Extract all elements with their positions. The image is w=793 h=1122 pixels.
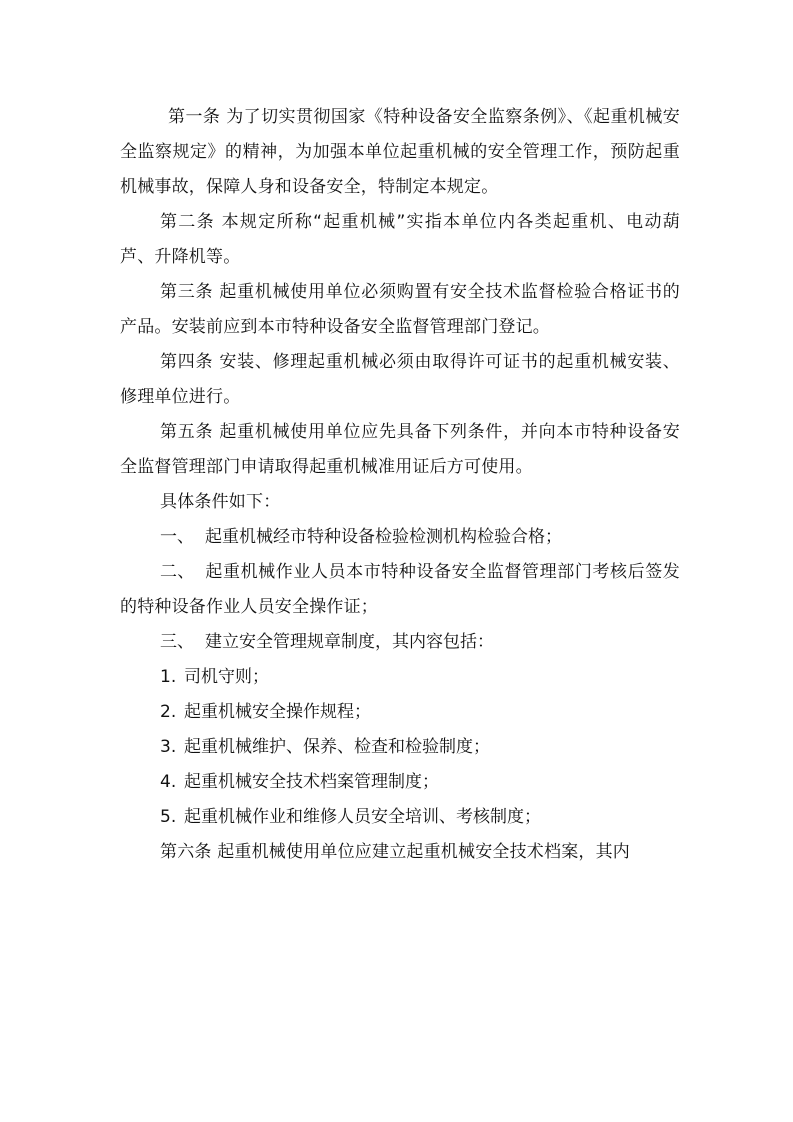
rule-number: 2. [160,702,177,722]
condition-marker: 二、 [160,562,195,582]
condition-text: 起重机械经市特种设备检验检测机构检验合格； [205,527,562,547]
article-4: 第四条 安装、修理起重机械必须由取得许可证书的起重机械安装、修理单位进行。 [120,352,680,407]
condition-item [120,625,680,660]
article-5: 第五条 起重机械使用单位应先具备下列条件，并向本市特种设备安全监督管理部门申请取得起重机械准用证后方可使用。 [120,422,680,477]
rule-item [120,730,680,765]
document-body [120,100,680,870]
rule-number: 3. [160,737,177,757]
rule-number: 5. [160,807,177,827]
condition-item [120,520,680,555]
rule-text: 起重机械维护、保养、检查和检验制度； [184,737,490,757]
rule-text: 起重机械安全技术档案管理制度； [184,772,439,792]
condition-marker: 一、 [160,527,194,547]
rule-number: 1. [160,667,177,687]
article-3: 第三条 起重机械使用单位必须购置有安全技术监督检验合格证书的产品。安装前应到本市特种设备安全监督管理部门登记。 [120,282,680,337]
rule-item [120,765,680,800]
conditions-intro: 具体条件如下： [160,492,281,512]
rule-number: 4. [160,772,177,792]
rule-text: 司机守则； [184,667,269,687]
condition-text: 起重机械作业人员本市特种设备安全监督管理部门考核后签发的特种设备作业人员安全操作证； [120,562,680,617]
condition-item [120,555,680,625]
rule-text: 起重机械安全操作规程； [184,702,371,722]
rule-item [120,660,680,695]
condition-marker: 三、 [160,632,194,652]
article-6: 第六条 起重机械使用单位应建立起重机械安全技术档案，其内 [160,842,631,862]
rule-item [120,800,680,835]
article-2: 第二条 本规定所称“起重机械”实指本单位内各类起重机、电动葫芦、升降机等。 [120,212,680,267]
article-1: 第一条 为了切实贯彻国家《特种设备安全监察条例》、《起重机械安全监察规定》的精神，为加强本单位起重机械的安全管理工作，预防起重机械事故，保障人身和设备安全，特制定本规定。 [120,107,680,197]
rule-item [120,695,680,730]
condition-text: 建立安全管理规章制度，其内容包括： [205,632,494,652]
rule-text: 起重机械作业和维修人员安全培训、考核制度； [184,807,541,827]
